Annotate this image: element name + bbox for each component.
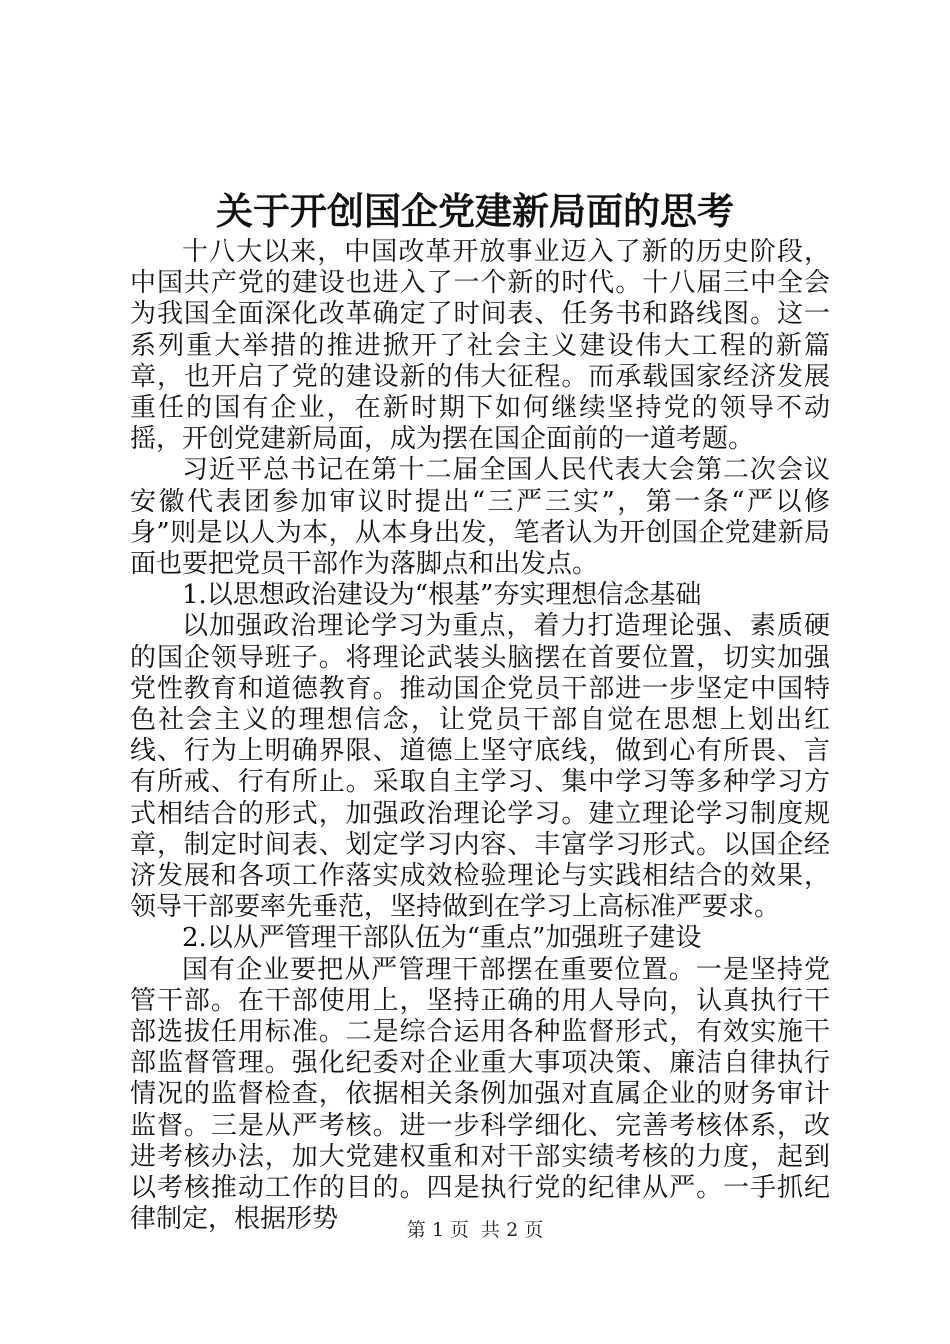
paragraph-intro: 十八大以来，中国改革开放事业迈入了新的历史阶段，中国共产党的建设也进入了一个新的时代。十八届三中全会为我国全面深化改革确定了时间表、任务书和路线图。这一系列重大举措的推进掀开了社会主义建设伟大工程的新篇章，也开启了党的建设新的伟大征程。而承载国家经济发展重任的国有企业，在新时期下如何继续坚持党的领导不动摇，开创党建新局面，成为摆在国企面前的一道考题。 <box>130 237 830 455</box>
paragraph-section-1: 以加强政治理论学习为重点，着力打造理论强、素质硬的国企领导班子。将理论武装头脑摆在首要位置，切实加强党性教育和道德教育。推动国企党员干部进一步坚定中国特色社会主义的理想信念，让党员干部自觉在思想上划出红线、行为上明确界限、道德上坚守底线，做到心有所畏、言有所戒、行有所止。采取自主学习、集中学习等多种学习方式相结合的形式，加强政治理论学习。建立理论学习制度规章，制定时间表、划定学习内容、丰富学习形式。以国企经济发展和各项工作落实成效检验理论与实践相结合的效果，领导干部要率先垂范，坚持做到在学习上高标准严要求。 <box>130 611 830 923</box>
document-body <box>130 237 830 1236</box>
paragraph-three-stricts: 习近平总书记在第十二届全国人民代表大会第二次会议安徽代表团参加审议时提出“三严三实”，第一条“严以修身”则是以人为本，从本身出发，笔者认为开创国企党建新局面也要把党员干部作为落脚点和出发点。 <box>130 455 830 580</box>
page-footer: 第 1 页 共 2 页 <box>406 1219 544 1241</box>
section-heading-1: 1.以思想政治建设为“根基”夯实理想信念基础 <box>182 580 702 611</box>
paragraph-section-2: 国有企业要把从严管理干部摆在重要位置。一是坚持党管干部。在干部使用上，坚持正确的用人导向，认真执行干部选拔任用标准。二是综合运用各种监督形式，有效实施干部监督管理。强化纪委对企业重大事项决策、廉洁自律执行情况的监督检查，依据相关条例加强对直属企业的财务审计监督。三是从严考核。进一步科学细化、完善考核体系，改进考核办法，加大党建权重和对干部实绩考核的力度，起到以考核推动工作的目的。四是执行党的纪律从严。一手抓纪律制定，根据形势 <box>130 954 830 1235</box>
section-heading-2: 2.以从严管理干部队伍为“重点”加强班子建设 <box>182 923 702 954</box>
document-title: 关于开创国企党建新局面的思考 <box>216 189 734 233</box>
